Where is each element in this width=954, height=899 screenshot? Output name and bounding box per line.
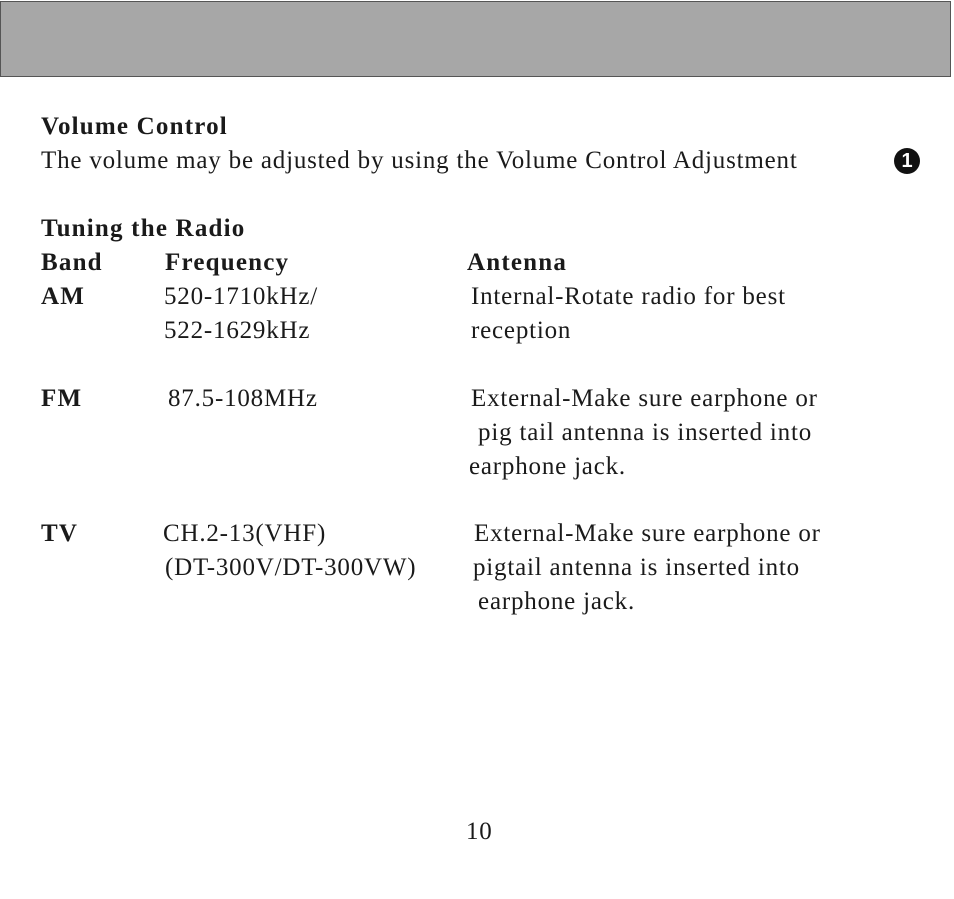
tuning-heading: Tuning the Radio bbox=[41, 215, 246, 242]
column-header-band: Band bbox=[41, 249, 103, 276]
fm-frequency-line-1: 87.5-108MHz bbox=[168, 385, 318, 412]
volume-control-text: The volume may be adjusted by using the Volume Control Adjustment bbox=[41, 147, 798, 174]
tv-frequency-line-2: (DT-300V/DT-300VW) bbox=[165, 554, 417, 581]
band-tv: TV bbox=[41, 520, 79, 547]
fm-antenna-line-3: earphone jack. bbox=[469, 453, 626, 480]
tv-antenna-line-3: earphone jack. bbox=[471, 588, 636, 615]
band-am: AM bbox=[41, 283, 86, 310]
column-header-antenna: Antenna bbox=[467, 249, 568, 276]
page-number: 10 bbox=[466, 818, 493, 845]
column-header-frequency: Frequency bbox=[165, 249, 290, 276]
fm-antenna-line-1: External-Make sure earphone or bbox=[471, 385, 818, 412]
volume-control-heading: Volume Control bbox=[41, 113, 228, 140]
fm-antenna-line-2: pig tail antenna is inserted into bbox=[471, 419, 813, 446]
tv-frequency-line-1: CH.2-13(VHF) bbox=[163, 520, 327, 547]
am-antenna-line-2: reception bbox=[471, 317, 572, 344]
band-fm: FM bbox=[41, 385, 83, 412]
am-frequency-line-1: 520-1710kHz/ bbox=[164, 283, 319, 310]
tv-antenna-line-2: pigtail antenna is inserted into bbox=[473, 554, 800, 581]
am-antenna-line-1: Internal-Rotate radio for best bbox=[471, 283, 786, 310]
header-bar bbox=[0, 1, 951, 77]
am-frequency-line-2: 522-1629kHz bbox=[164, 317, 311, 344]
step-marker-icon: 1 bbox=[894, 148, 920, 174]
tv-antenna-line-1: External-Make sure earphone or bbox=[474, 520, 821, 547]
